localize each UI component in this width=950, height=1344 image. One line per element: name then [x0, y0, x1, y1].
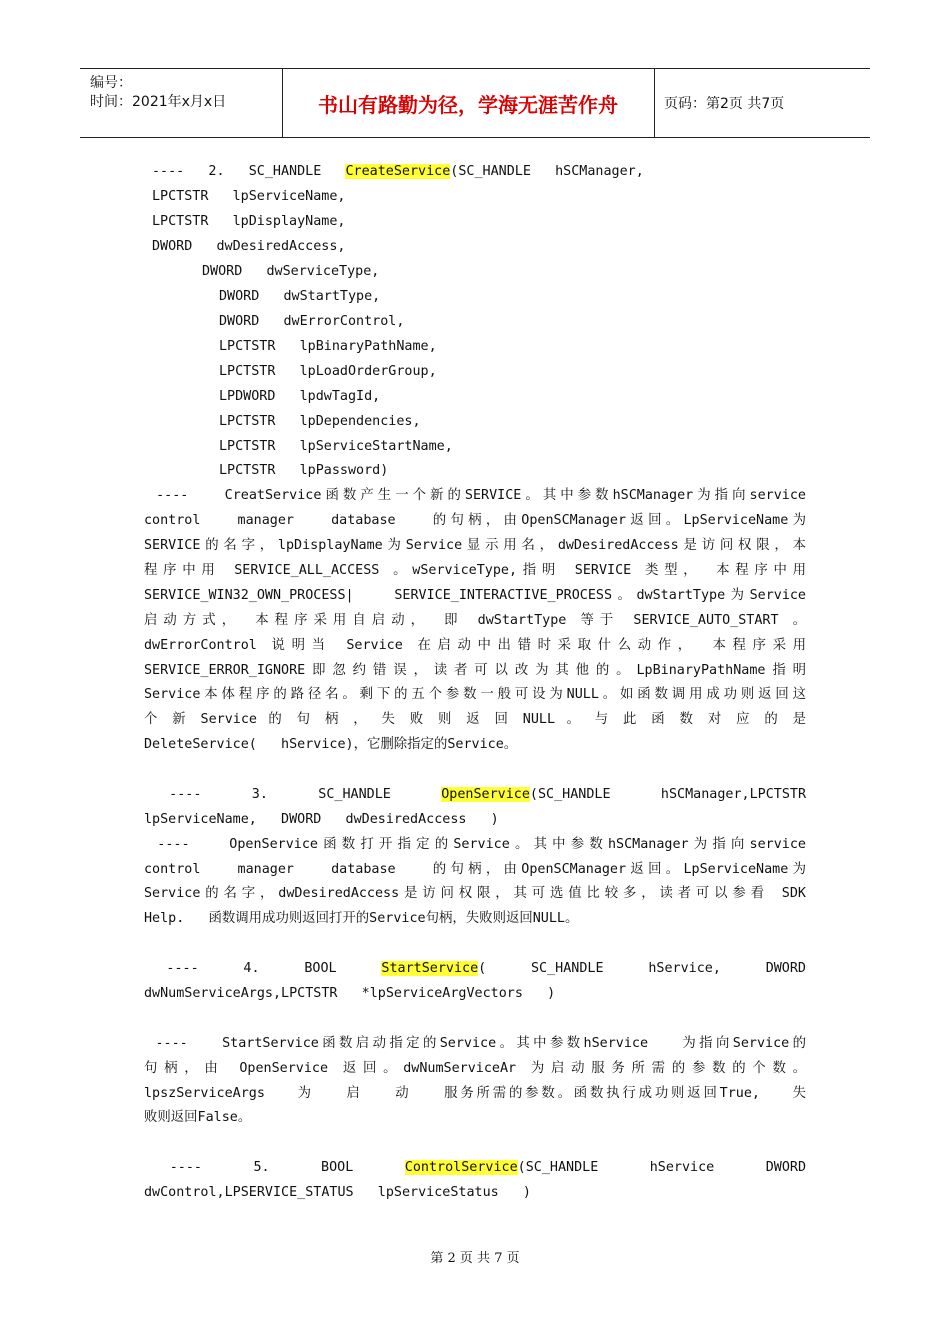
- text-line: LPCTSTR lpServiceStartName,: [219, 439, 453, 454]
- highlighted-function-name: ControlService: [404, 1160, 518, 1175]
- text-line: ---- 3. SC_HANDLE OpenService(SC_HANDLE hSCManager,LPCTSTR: [144, 787, 807, 802]
- text-line: lpszServiceArgs 为 启 动 服务所需的参数。函数执行成功则返回True, 失: [144, 1086, 806, 1101]
- text-line: DWORD dwDesiredAccess,: [152, 239, 346, 254]
- text-line: DWORD dwStartType,: [219, 289, 381, 304]
- text-line: ---- StartService函数启动指定的Service。其中参数hService 为指向Service的: [144, 1036, 806, 1051]
- text-line: DWORD dwErrorControl,: [219, 314, 405, 329]
- text-line: DWORD dwServiceType,: [202, 264, 380, 279]
- text-line: dwControl,LPSERVICE_STATUS lpServiceStatus ): [144, 1185, 531, 1200]
- page-header: [80, 68, 870, 138]
- text-line: SERVICE_WIN32_OWN_PROCESS| SERVICE_INTERACTIVE_PROCESS。dwStartType为Service: [144, 588, 806, 603]
- text-line: DeleteService( hService)，它删除指定的Service。: [144, 737, 518, 752]
- text-line: LPCTSTR lpBinaryPathName,: [219, 339, 437, 354]
- text-line: ---- 2. SC_HANDLE CreateService(SC_HANDLE hSCManager,: [152, 164, 644, 179]
- header-page-label: 页码：第2页 共7页: [664, 96, 785, 112]
- text-line: 败则返回False。: [144, 1110, 252, 1125]
- page-footer: 第 2 页 共 7 页: [430, 1251, 520, 1266]
- highlighted-function-name: CreateService: [345, 164, 451, 179]
- highlighted-function-name: OpenService: [441, 787, 530, 802]
- text-line: control manager database 的句柄，由OpenSCManager返回。LpServiceName为: [144, 513, 806, 528]
- text-line: LPDWORD lpdwTagId,: [219, 389, 381, 404]
- text-line: lpServiceName, DWORD dwDesiredAccess ): [144, 812, 499, 827]
- text-line: SERVICE_ERROR_IGNORE即忽约错误，读者可以改为其他的。LpBinaryPathName指明: [144, 663, 806, 678]
- text-line: 句柄，由 OpenService 返回。dwNumServiceAr 为启动服务所需的参数的个数。: [144, 1061, 806, 1076]
- text-line: LPCTSTR lpServiceName,: [152, 189, 346, 204]
- text-line: 个 新 Service 的 句 柄 ， 失 败 则 返 回 NULL 。 与 此 函 数 对 应 的 是: [144, 712, 806, 727]
- text-line: ---- 4. BOOL StartService( SC_HANDLE hService, DWORD: [144, 961, 806, 976]
- text-line: 程序中用 SERVICE_ALL_ACCESS 。wServiceType,指明 SERVICE 类型， 本程序中用: [144, 563, 806, 578]
- text-line: SERVICE的名字，lpDisplayName为Service显示用名，dwDesiredAccess是访问权限，本: [144, 538, 806, 553]
- text-line: ---- OpenService函数打开指定的Service。其中参数hSCManager为指向service: [144, 837, 806, 852]
- header-motto: 书山有路勤为径，学海无涯苦作舟: [282, 69, 655, 137]
- text-line: 启动方式， 本程序采用自启动， 即 dwStartType 等于 SERVICE_AUTO_START 。: [144, 613, 806, 628]
- text-line: LPCTSTR lpDependencies,: [219, 414, 421, 429]
- text-line: dwErrorControl 说明当 Service 在启动中出错时采取什么动作， 本程序采用: [144, 638, 806, 653]
- text-line: LPCTSTR lpDisplayName,: [152, 214, 346, 229]
- text-line: control manager database 的句柄，由OpenSCManager返回。LpServiceName为: [144, 862, 806, 877]
- text-line: Service本体程序的路径名。剩下的五个参数一般可设为NULL。如函数调用成功则返回这: [144, 687, 806, 702]
- text-line: Help. 函数调用成功则返回打开的Service句柄，失败则返回NULL。: [144, 911, 579, 926]
- header-meta: [80, 69, 283, 137]
- text-line: LPCTSTR lpPassword): [219, 463, 389, 478]
- number-label: 编号：: [90, 75, 132, 91]
- text-line: dwNumServiceArgs,LPCTSTR *lpServiceArgVectors ): [144, 986, 556, 1001]
- text-line: Service的名字，dwDesiredAccess是访问权限，其可选值比较多，读者可以参看 SDK: [144, 886, 806, 901]
- text-line: ---- 5. BOOL ControlService(SC_HANDLE hService DWORD: [144, 1160, 807, 1175]
- time-label: 时间：2021年x月x日: [90, 94, 227, 110]
- highlighted-function-name: StartService: [381, 961, 479, 976]
- text-line: ---- CreatService函数产生一个新的SERVICE。其中参数hSCManager为指向service: [144, 488, 806, 503]
- text-line: LPCTSTR lpLoadOrderGroup,: [219, 364, 437, 379]
